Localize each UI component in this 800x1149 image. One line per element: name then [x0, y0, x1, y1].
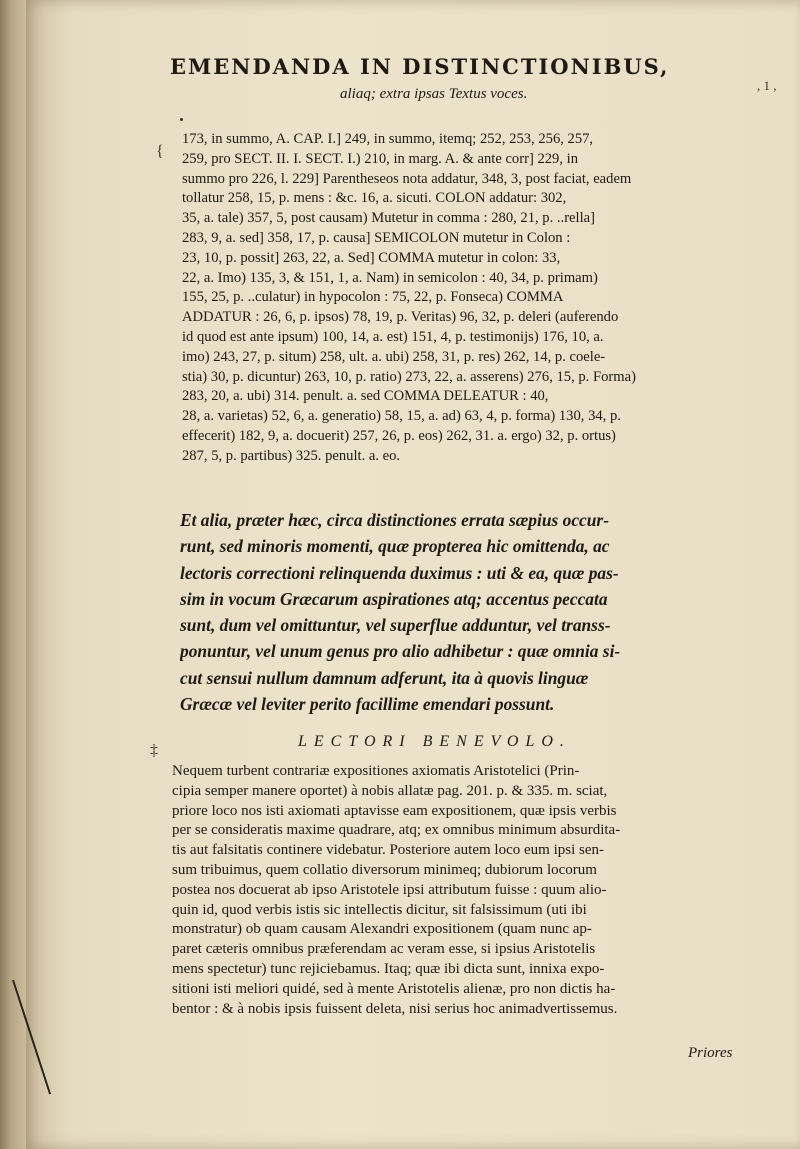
errata-line: 287, 5, p. partibus) 325. penult. a. eo.: [182, 447, 401, 464]
note-line: Et alia, præter hæc, circa distinctiones errata sæpius occur-: [180, 510, 609, 530]
body-line: postea nos docuerat ab ipso Aristotele ipsi attributum fuisse : quum alio-: [172, 881, 607, 898]
errata-line: 283, 9, a. sed] 358, 17, p. causa] SEMICOLON mutetur in Colon :: [182, 229, 571, 246]
body-line: priore loco nos isti axiomati aptavisse eam expositionem, quæ ipsis verbis: [172, 802, 617, 819]
errata-line: 22, a. Imo) 135, 3, & 151, 1, a. Nam) in semicolon : 40, 34, p. primam): [182, 269, 598, 286]
section-heading: LECTORI BENEVOLO.: [298, 733, 571, 750]
errata-line: ADDATUR : 26, 6, p. ipsos) 78, 19, p. Veritas) 96, 32, p. deleri (auferendo: [182, 309, 619, 326]
body-line: sitioni isti meliori quidé, sed à mente Aristotelis alienæ, pro non dictis ha-: [172, 980, 616, 997]
errata-line: summo pro 226, l. 229] Parentheseos nota addatur, 348, 3, post faciat, eadem: [182, 170, 632, 187]
catchword: Priores: [688, 1045, 733, 1061]
body-line: monstratur) ob quam causam Alexandri expositionem (quam nunc ap-: [172, 921, 592, 938]
errata-line: 283, 20, a. ubi) 314. penult. a. sed COMMA DELEATUR : 40,: [182, 388, 549, 405]
body-line: mens spectetur) tunc rejiciebamus. Itaq; quæ ibi dicta sunt, innixa expo-: [172, 960, 605, 977]
note-line: Græcæ vel leviter perito facillime emendari possunt.: [180, 694, 555, 715]
note-line: sim in vocum Græcarum aspirationes atq; accentus peccata: [180, 588, 608, 609]
body-text: [172, 762, 768, 1019]
ink-speck: [180, 118, 183, 121]
margin-mark-2: ‡: [150, 742, 158, 759]
errata-line: 173, in summo, A. CAP. I.] 249, in summo, itemq; 252, 253, 256, 257,: [182, 131, 594, 147]
body-line: cipia semper manere oportet) à nobis allatæ pag. 201. p. & 335. m. sciat,: [172, 782, 608, 799]
body-line: Nequem turbent contrariæ expositiones axiomatis Aristotelici (Prin-: [172, 763, 580, 779]
errata-line: stia) 30, p. dicuntur) 263, 10, p. ratio) 273, 22, a. asserens) 276, 15, p. Forma): [182, 368, 636, 385]
errata-line: 23, 10, p. possit] 263, 22, a. Sed] COMMA mutetur in colon: 33,: [182, 249, 561, 266]
note-line: cut sensui nullum damnum adferunt, ita à quovis linguæ: [180, 667, 589, 688]
errata-line: effecerit) 182, 9, a. docuerit) 257, 26, p. eos) 262, 31. a. ergo) 32, p. ortus): [182, 427, 616, 444]
note-line: lectoris correctioni relinquenda duximus : uti & ea, quæ pas-: [180, 562, 619, 583]
body-line: per se consideratis maxime quadrare, atq; ex omnibus minimum absurdita-: [172, 822, 621, 839]
body-line: tis aut falsitatis continere videbatur. Posteriore autem loco eum ipsi sen-: [172, 842, 604, 859]
page-subtitle: aliaq; extra ipsas Textus voces.: [340, 86, 528, 102]
note-line: sunt, dum vel omittuntur, vel superflue adduntur, vel transs-: [180, 615, 611, 636]
note-line: ponuntur, vel unum genus pro alio adhibetur : quæ omnia si-: [180, 641, 621, 662]
italic-note: [180, 507, 766, 717]
margin-mark: {: [156, 143, 164, 160]
errata-line: 259, pro SECT. II. I. SECT. I.) 210, in marg. A. & ante corr] 229, in: [182, 150, 578, 167]
errata-list: [182, 130, 766, 467]
book-binding-edge: [0, 0, 26, 1149]
errata-line: tollatur 258, 15, p. mens : &c. 16, a. sicuti. COLON addatur: 302,: [182, 190, 567, 207]
note-line: runt, sed minoris momenti, quæ propterea hic omittenda, ac: [180, 536, 610, 557]
errata-line: 35, a. tale) 357, 5, post causam) Mutetur in comma : 280, 21, p. ..rella]: [182, 210, 595, 227]
body-line: bentor : & à nobis ipsis fuissent deleta, nisi serius hoc animadvertissemus.: [172, 1000, 618, 1017]
page-title: EMENDANDA IN DISTINCTIONIBUS,: [170, 54, 670, 79]
errata-line: 155, 25, p. ..culatur) in hypocolon : 75, 22, p. Fonseca) COMMA: [182, 289, 564, 306]
body-line: paret cæteris omnibus præferendam ac veram esse, si ipsius Aristotelis: [172, 941, 596, 958]
margin-mark-3: , 1 ,: [757, 78, 777, 93]
body-line: quin id, quod verbis istis sic intellectis dicitur, sit falsissimum (uti ibi: [172, 901, 587, 918]
errata-line: imo) 243, 27, p. situm) 258, ult. a. ubi) 258, 31, p. res) 262, 14, p. coele-: [182, 348, 606, 365]
errata-line: 28, a. varietas) 52, 6, a. generatio) 58, 15, a. ad) 63, 4, p. forma) 130, 34, p.: [182, 408, 621, 425]
body-line: sum tribuimus, quem collatio diversorum minimeq; dubiorum locorum: [172, 861, 597, 878]
errata-line: id quod est ante ipsum) 100, 14, a. est) 151, 4, p. testimonijs) 176, 10, a.: [182, 328, 604, 345]
